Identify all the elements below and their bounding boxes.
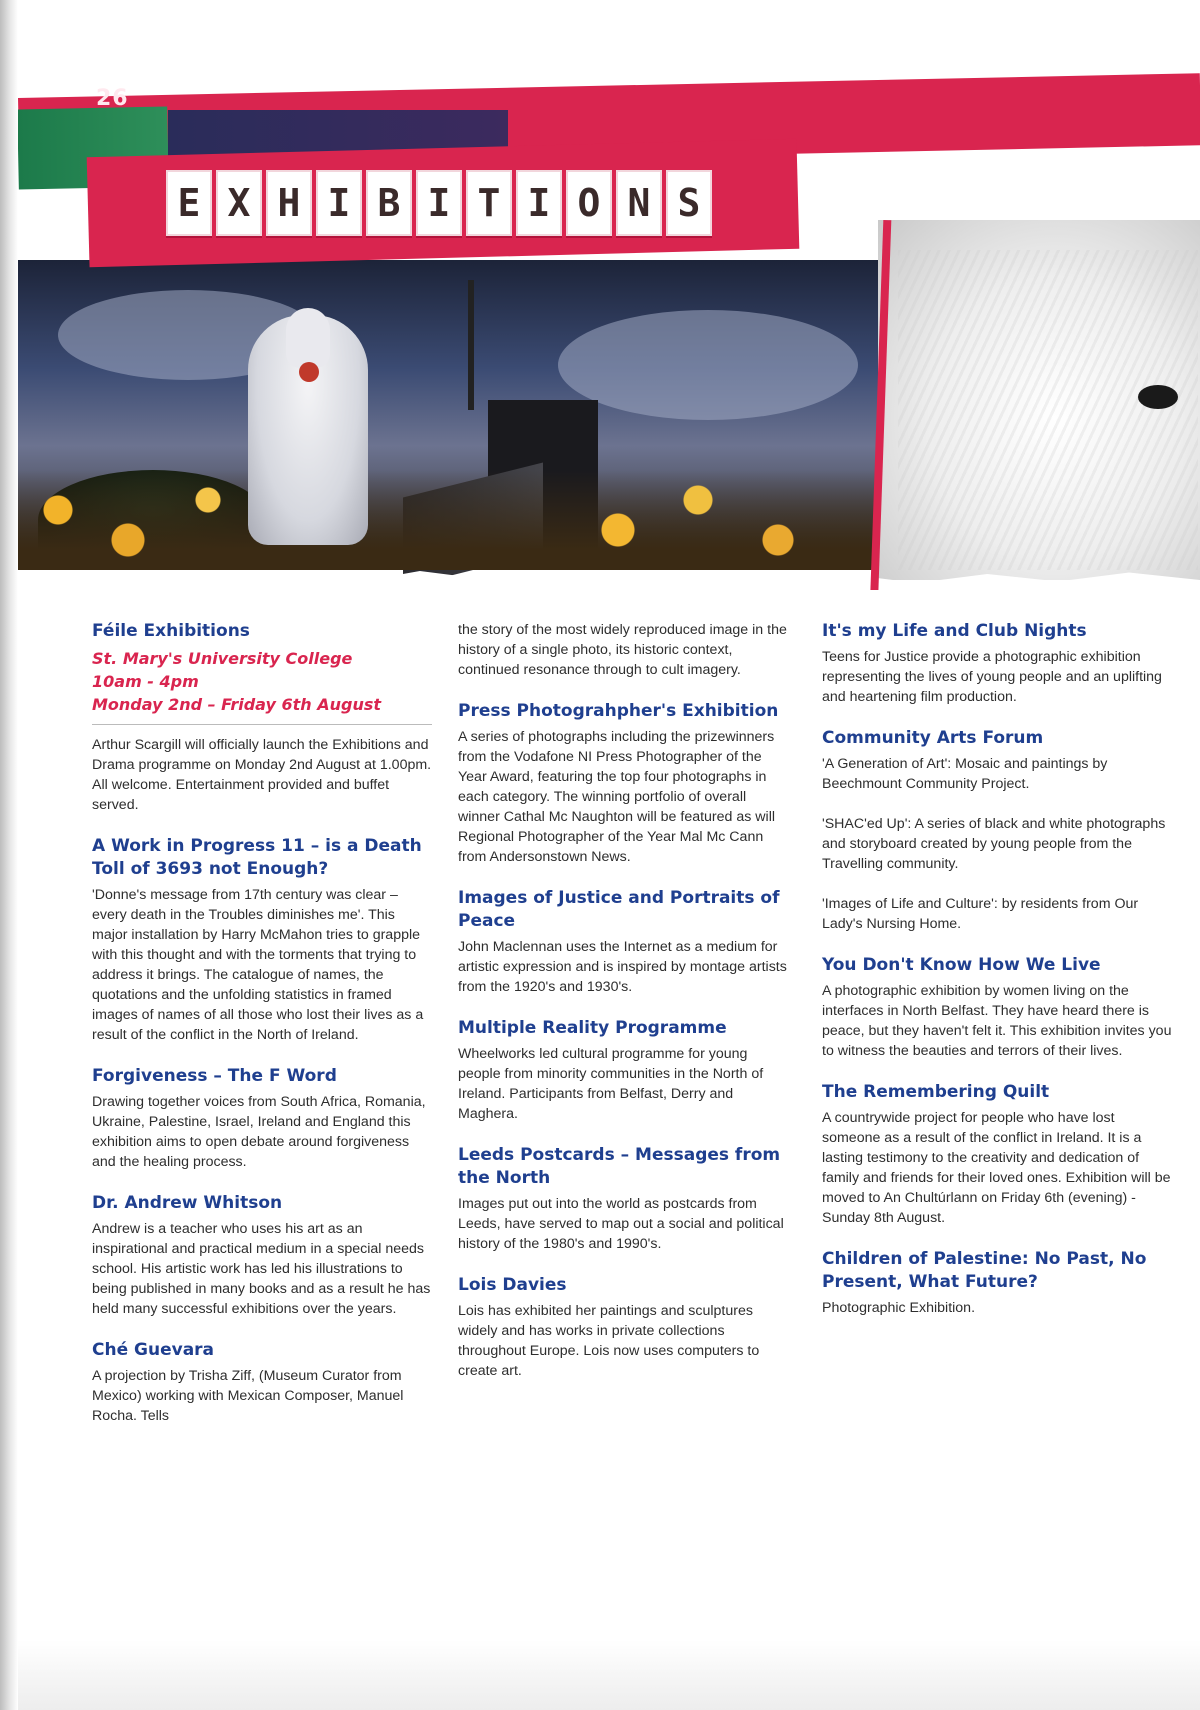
section-body: Photographic Exhibition.: [822, 1300, 976, 1316]
statue-emblem: [299, 362, 319, 382]
venue-block: [92, 647, 432, 725]
title-letter: O: [566, 170, 612, 236]
title-letter: T: [466, 170, 512, 236]
section-body: 'SHAC'ed Up': A series of black and white photographs and storyboard created by young people from the Travelling community.: [822, 816, 1166, 872]
section-body: A photographic exhibition by women living on the interfaces in North Belfast. They have heard there is peace, but they haven't felt it. This exhibition invites you to witness the beauties and terrors of their lives.: [822, 983, 1172, 1059]
section-body: Wheelworks led cultural programme for young people from minority communities in the North of Ireland. Participants from Belfast, Derry and Maghera.: [458, 1046, 764, 1122]
title-letter: I: [516, 170, 562, 236]
title-letter: H: [266, 170, 312, 236]
section-body: A projection by Trisha Ziff, (Museum Curator from Mexico) working with Mexican Composer, Manuel Rocha. Tells: [92, 1368, 404, 1424]
section-body: Arthur Scargill will officially launch the Exhibitions and Drama programme on Monday 2nd August at 1.00pm. All welcome. Entertainment provided and buffet served.: [92, 737, 432, 813]
section-body: A series of photographs including the prizewinners from the Vodafone NI Press Photographer of the Year Award, featuring the top four photographs in each category. The winning portfolio of overall winner Cathal Mc Naughton will be featured as will Regional Photographer of the Year Mal Mc Cann from Andersonstown News.: [458, 729, 776, 865]
section-body: Andrew is a teacher who uses his art as an inspirational and practical medium in a special needs school. His artistic work has led his illustrations to being published in many books and as a result he has held many successful exhibitions over the years.: [92, 1221, 431, 1317]
section-body: A countrywide project for people who have lost someone as a result of the conflict in Ireland. It is a lasting testimony to the creativity and dedication of family and friends for their loved ones. Exhibition will be moved to An Chultúrlann on Friday 6th (evening) - Sunday 8th August.: [822, 1110, 1171, 1226]
section-body: 'Images of Life and Culture': by residents from Our Lady's Nursing Home.: [822, 896, 1139, 932]
section-heading: Images of Justice and Portraits of Peace: [458, 888, 780, 931]
section-body: Images put out into the world as postcards from Leeds, have served to map out a social and political history of the 1980's and 1990's.: [458, 1196, 784, 1252]
column-2: [458, 620, 788, 1401]
section-heading: It's my Life and Club Nights: [822, 621, 1087, 641]
flowers: [18, 470, 878, 570]
title-letter: N: [616, 170, 662, 236]
title-letter: S: [666, 170, 712, 236]
section-heading: Community Arts Forum: [822, 728, 1044, 748]
statue-head: [286, 308, 330, 368]
title-letter: E: [166, 170, 212, 236]
venue-time: 10am - 4pm: [92, 672, 199, 691]
page-header: [18, 70, 1200, 590]
title-letter: B: [366, 170, 412, 236]
section-heading: Press Photograhpher's Exhibition: [458, 701, 779, 721]
section-heading: Féile Exhibitions: [92, 621, 250, 641]
section-body: the story of the most widely reproduced image in the history of a single photo, its historic context, continued resonance through to cult imagery.: [458, 622, 787, 678]
section-heading: A Work in Progress 11 – is a Death Toll of 3693 not Enough?: [92, 836, 422, 879]
page-title: [166, 170, 712, 236]
section-heading: Forgiveness – The F Word: [92, 1066, 337, 1086]
title-letter: I: [316, 170, 362, 236]
page-number: 26: [96, 86, 129, 111]
section-heading: You Don't Know How We Live: [822, 955, 1101, 975]
section-body: Teens for Justice provide a photographic exhibition representing the lives of young people and an uplifting and heartening film production.: [822, 649, 1162, 705]
venue-dates: Monday 2nd – Friday 6th August: [92, 695, 382, 714]
section-heading: Leeds Postcards – Messages from the North: [458, 1145, 781, 1188]
section-heading: The Remembering Quilt: [822, 1082, 1050, 1102]
section-heading: Dr. Andrew Whitson: [92, 1193, 283, 1213]
seal-eye: [1138, 385, 1178, 409]
radio-mast: [468, 280, 474, 410]
section-body: Lois has exhibited her paintings and sculptures widely and has works in private collections throughout Europe. Lois now uses computers to create art.: [458, 1303, 760, 1379]
section-heading: Children of Palestine: No Past, No Present, What Future?: [822, 1249, 1147, 1292]
title-letter: X: [216, 170, 262, 236]
cloud-shape: [558, 310, 858, 420]
title-letter: I: [416, 170, 462, 236]
binding-spine: [0, 0, 18, 1710]
column-3: [822, 620, 1172, 1338]
venue-name: St. Mary's University College: [92, 649, 353, 668]
section-heading: Lois Davies: [458, 1275, 567, 1295]
section-body: Drawing together voices from South Africa, Romania, Ukraine, Palestine, Israel, Ireland and England this exhibition aims to open debate around forgiveness and the healing process.: [92, 1094, 426, 1170]
section-body: John Maclennan uses the Internet as a medium for artistic expression and is inspired by montage artists from the 1920's and 1930's.: [458, 939, 787, 995]
section-heading: Multiple Reality Programme: [458, 1018, 727, 1038]
seal-fur: [898, 250, 1198, 570]
section-heading: Ché Guevara: [92, 1340, 215, 1360]
column-1: [92, 620, 432, 1446]
section-body: 'Donne's message from 17th century was clear – every death in the Troubles diminishes me'. This major installation by Harry McMahon tries to grapple with this thought and with the torments that trying to address it brings. The catalogue of names, the quotations and the unfolding statistics in framed images of names of all those who lost their lives as a result of the conflict in the North of Ireland.: [92, 887, 424, 1043]
page-bottom-shadow: [18, 1640, 1200, 1710]
section-body: 'A Generation of Art': Mosaic and paintings by Beechmount Community Project.: [822, 756, 1108, 792]
